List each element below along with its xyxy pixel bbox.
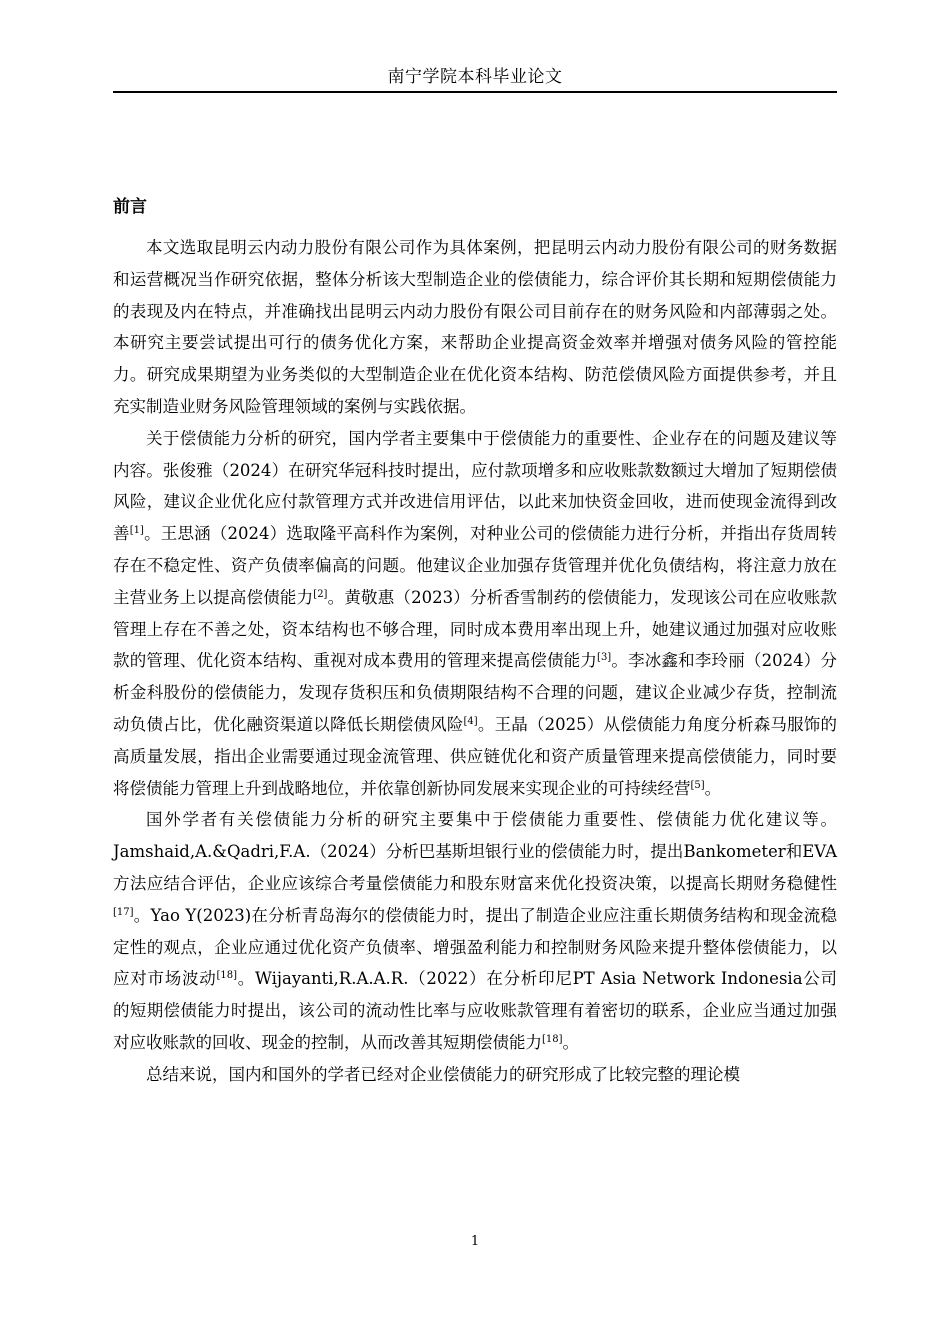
paragraph-text: 。李冰鑫和李玲丽（2024）分析金科股份的偿债能力，发现存货积压和负债期限结构不合理的问题，建议企业减少存货，控制流动负债占比，优化融资渠道以降低长期偿债风险 (113, 651, 838, 734)
paragraph (113, 232, 837, 423)
header-rule (113, 91, 837, 93)
page-number: 1 (470, 1234, 480, 1249)
paragraph (113, 1059, 837, 1091)
paragraph (113, 804, 837, 1058)
page-header-title: 南宁学院本科毕业论文 (387, 67, 563, 87)
paragraph-text: 。Wijayanti,R.A.A.R.（2022）在分析印尼PT Asia Network Indonesia公司的短期偿债能力时提出，该公司的流动性比率与应收账款管理有着密切的联系，企业应当通过加强对应收账款的回收、现金的控制，从而改善其短期偿债能力 (113, 969, 838, 1052)
citation-ref: [4] (463, 715, 478, 727)
paragraph-text: 总结来说，国内和国外的学者已经对企业偿债能力的研究形成了比较完整的理论模 (146, 1064, 740, 1084)
paragraph-text: 。Yao Y(2023)在分析青岛海尔的偿债能力时，提出了制造企业应注重长期债务结构和现金流稳定性的观点，企业应通过优化资产负债率、增强盈利能力和控制财务风险来提升整体偿债能力，以应对市场波动 (113, 905, 837, 989)
paragraph-text: 。黄敬惠（2023）分析香雪制药的偿债能力，发现该公司在应收账款管理上存在不善之处，资本结构也不够合理，同时成本费用率出现上升，她建议通过加强对应收账款的管理、优化资本结构、重视对成本费用的管理来提高偿债能力 (113, 587, 837, 671)
paragraph-text: 。王晶（2025）从偿债能力角度分析森马服饰的高质量发展，指出企业需要通过现金流管理、供应链优化和资产质量管理来提高偿债能力，同时要将偿债能力管理上升到战略地位，并依靠创新协同发展来实现企业的可持续经营 (113, 714, 837, 798)
paragraph (113, 423, 837, 805)
citation-ref: [17] (113, 906, 134, 918)
paragraph-text: 关于偿债能力分析的研究，国内学者主要集中于偿债能力的重要性、企业存在的问题及建议等内容。张俊雅（2024）在研究华冠科技时提出，应付款项增多和应收账款数额过大增加了短期偿债风险，建议企业优化应付款管理方式并改进信用评估，以此来加快资金回收，进而使现金流得到改善 (113, 428, 837, 544)
paragraph-text: 国外学者有关偿债能力分析的研究主要集中于偿债能力重要性、偿债能力优化建议等。Jamshaid,A.&Qadri,F.A.（2024）分析巴基斯坦银行业的偿债能力时，提出Bankometer和EVA方法应结合评估，企业应该综合考量偿债能力和股东财富来优化投资决策，以提高长期财务稳健性 (113, 810, 837, 893)
citation-ref: [1] (129, 525, 144, 537)
paragraph-text: 。王思涵（2024）选取隆平高科作为案例，对种业公司的偿债能力进行分析，并指出存货周转存在不稳定性、资产负债率偏高的问题。他建议企业加强存货管理并优化负债结构，将注意力放在主营业务上以提高偿债能力 (113, 524, 838, 607)
paragraph-text: 。 (704, 778, 722, 798)
citation-ref: [18] (216, 970, 237, 982)
citation-ref: [5] (690, 779, 705, 791)
paragraph-text: 本文选取昆明云内动力股份有限公司作为具体案例，把昆明云内动力股份有限公司的财务数据和运营概况当作研究依据，整体分析该大型制造企业的偿债能力，综合评价其长期和短期偿债能力的表现及内在特点，并准确找出昆明云内动力股份有限公司目前存在的财务风险和内部薄弱之处。本研究主要尝试提出可行的债务优化方案，来帮助企业提高资金效率并增强对债务风险的管控能力。研究成果期望为业务类似的大型制造企业在优化资本结构、防范偿债风险方面提供参考，并且充实制造业财务风险管理领域的案例与实践依据。 (113, 238, 837, 416)
body-content (113, 232, 837, 1091)
section-title: 前言 (113, 197, 147, 217)
paragraph-text: 。 (562, 1032, 580, 1052)
citation-ref: [3] (597, 652, 612, 664)
citation-ref: [18] (542, 1033, 563, 1045)
citation-ref: [2] (313, 588, 328, 600)
